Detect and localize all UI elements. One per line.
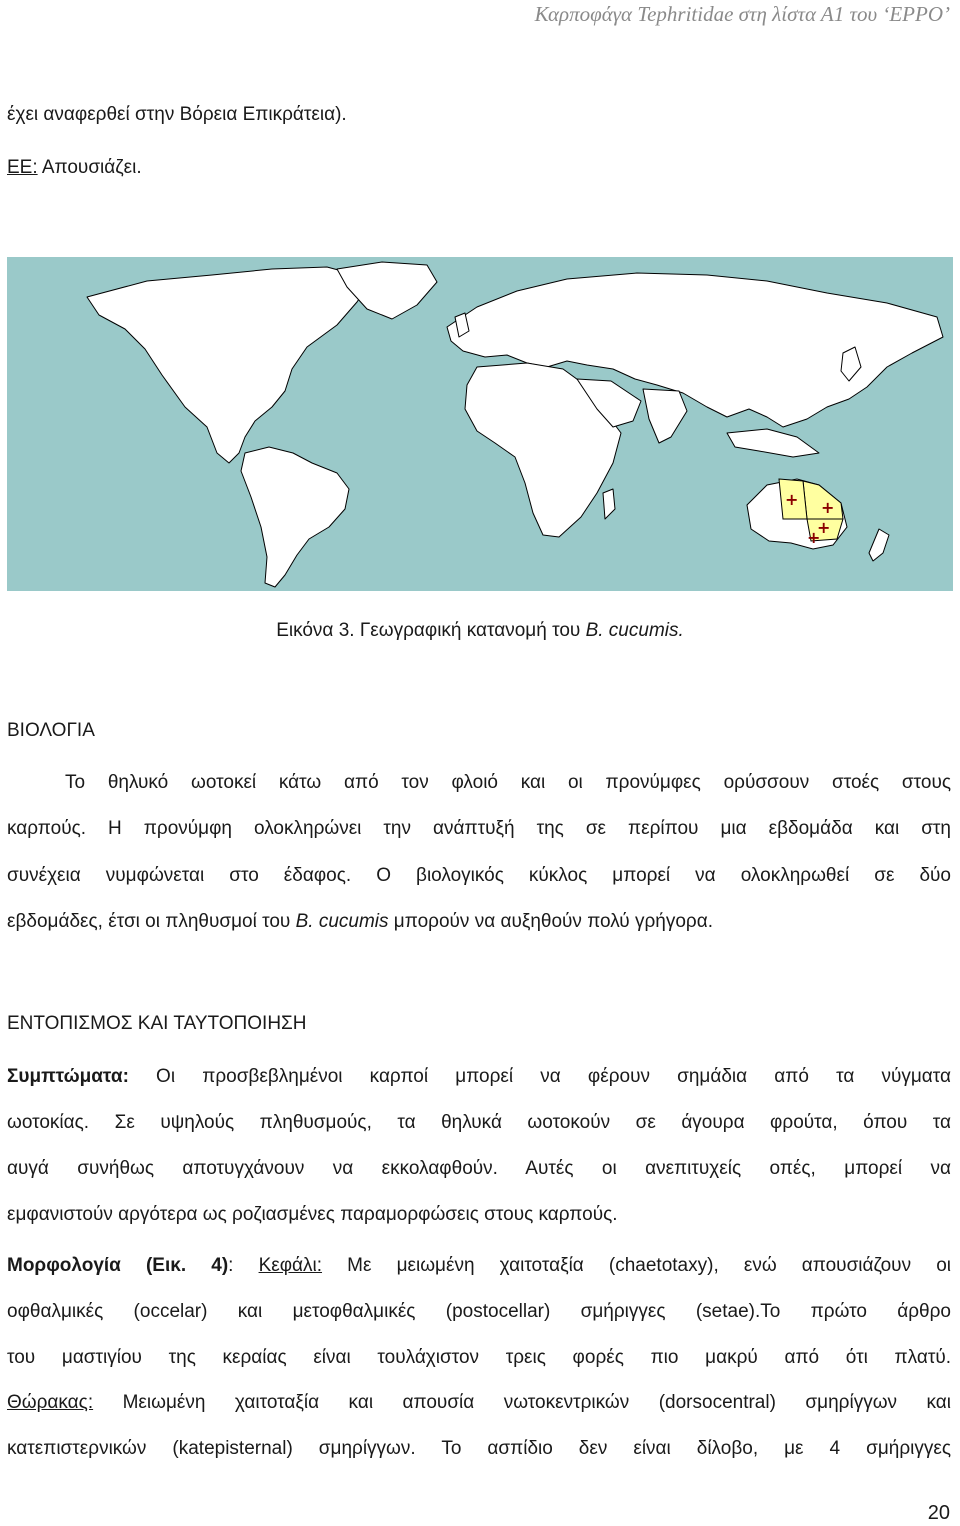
thorax-line-2: κατεπιστερνικών (katepisternal) σμηρίγγων. Το ασπίδιο δεν είναι δίλοβο, με 4 σμήριγγες [7, 1438, 951, 1459]
south-america-land [241, 447, 349, 587]
biology-line-1: Το θηλυκό ωοτοκεί κάτω από τον φλοιό και οι προνύμφες ορύσσουν στοές στους [65, 772, 951, 793]
caption-text: Εικόνα 3. Γεωγραφική κατανομή του [276, 620, 586, 641]
ee-text: Απουσιάζει. [37, 157, 142, 178]
species-name: B. cucumis [295, 911, 389, 932]
biology-line-2: καρπούς. Η προνύμφη ολοκληρώνει την ανάπτυξή της σε περίπου μια εβδομάδα και στη [7, 818, 951, 839]
figure-caption [0, 620, 960, 642]
distribution-marker: + [807, 528, 821, 547]
thorax-label: Θώρακας: [7, 1392, 94, 1413]
morphology-colon: : [228, 1255, 259, 1276]
symptoms-text: Οι προσβεβλημένοι καρποί μπορεί να φέρουν σημάδια από τα νύγματα [128, 1066, 951, 1087]
distribution-marker: + [821, 498, 835, 517]
thorax-line-1 [7, 1392, 951, 1414]
running-header: Καρποφάγα Tephritidae στη λίστα Α1 του ‘EPPO’ [534, 2, 950, 26]
distribution-marker: + [785, 490, 799, 509]
biology-text: μπορούν να αυξηθούν πολύ γρήγορα. [388, 911, 713, 932]
new-zealand-land [869, 529, 889, 561]
symptoms-label: Συμπτώματα: [7, 1066, 129, 1087]
caption-species: B. cucumis. [585, 620, 684, 641]
india-land [643, 389, 687, 443]
morphology-line-3: του μαστιγίου της κεραίας είναι τουλάχιστον τρεις φορές πιο μακρύ από ότι πλατύ. [7, 1347, 951, 1368]
morphology-label: Μορφολογία (Εικ. 4) [7, 1255, 229, 1276]
southeast-asia-islands [727, 429, 819, 457]
biology-line-3: συνέχεια νυμφώνεται στο έδαφος. Ο βιολογικός κύκλος μπορεί να ολοκληρωθεί σε δύο [7, 865, 951, 886]
morphology-line-2: οφθαλμικές (occelar) και μετοφθαλμικές (postocellar) σμήριγγες (setae).Το πρώτο άρθρο [7, 1301, 951, 1322]
north-america-land [87, 267, 372, 463]
distribution-marker: + [817, 518, 831, 537]
morphology-line-1 [7, 1255, 951, 1277]
symptoms-line-1 [7, 1066, 951, 1088]
map-svg [7, 257, 953, 591]
intro-line: έχει αναφερθεί στην Βόρεια Επικράτεια). [7, 104, 347, 125]
page-number: 20 [927, 1502, 950, 1524]
symptoms-line-2: ωοτοκίας. Σε υψηλούς πληθυσμούς, τα θηλυκά ωοτοκούν σε άγουρα φρούτα, όπου τα [7, 1112, 951, 1133]
biology-heading: ΒΙΟΛΟΓΙΑ [7, 720, 95, 741]
biology-line-4 [7, 911, 713, 933]
identification-heading: ΕΝΤΟΠΙΣΜΟΣ ΚΑΙ ΤΑΥΤΟΠΟΙΗΣΗ [7, 1013, 307, 1034]
biology-text: εβδομάδες, έτσι οι πληθυσμοί του [7, 911, 296, 932]
ee-line [7, 157, 142, 179]
madagascar-land [603, 489, 615, 519]
morphology-text: Με μειωμένη χαιτοταξία (chaetotaxy), ενώ απουσιάζουν οι [322, 1255, 951, 1276]
thorax-text: Μειωμένη χαιτοταξία και απουσία νωτοκεντρικών (dorsocentral) σμηρίγγων και [93, 1392, 951, 1413]
world-distribution-map [7, 257, 953, 591]
symptoms-line-3: αυγά συνήθως αποτυγχάνουν να εκκολαφθούν. Αυτές οι ανεπιτυχείς οπές, μπορεί να [7, 1158, 951, 1179]
greenland-land [337, 262, 437, 319]
head-label: Κεφάλι: [258, 1255, 323, 1276]
symptoms-line-4: εμφανιστούν αργότερα ως ροζιασμένες παραμορφώσεις στους καρπούς. [7, 1204, 618, 1225]
ee-label: ΕΕ: [7, 157, 38, 178]
